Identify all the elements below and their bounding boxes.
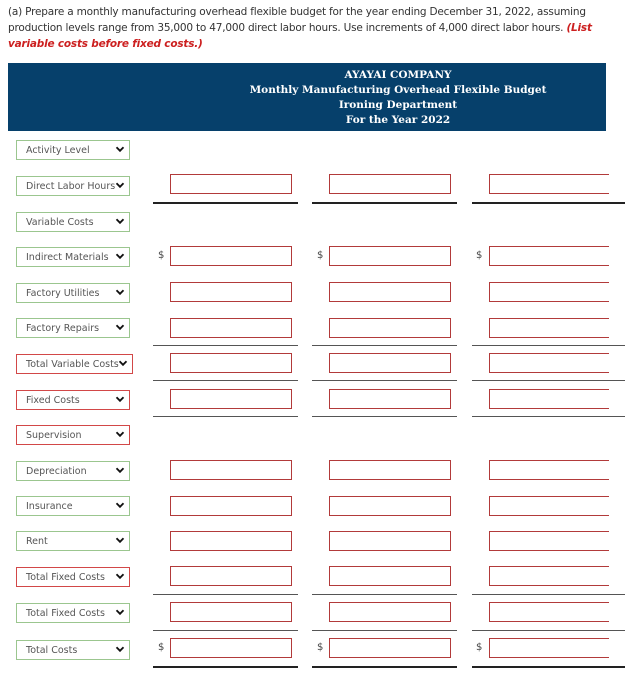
input-insurance-col2[interactable] [329,496,451,516]
chevron-down-icon [115,394,125,404]
double-underline [472,202,625,204]
row-label-select-supervision[interactable] [16,425,130,445]
budget-title: Monthly Manufacturing Overhead Flexible Budget [249,84,547,96]
row-label-select-activity-level[interactable] [16,140,130,160]
input-rent-col1[interactable] [170,531,292,551]
chevron-down-icon [115,535,125,545]
input-total-variable-costs-col3[interactable] [489,353,609,373]
input-total-costs-col3[interactable] [489,638,609,658]
chevron-down-icon [115,644,125,654]
row-label-select-total-fixed-costs-1[interactable] [16,567,130,587]
input-rent-col2[interactable] [329,531,451,551]
row-label-select-direct-labor-hours[interactable] [16,176,130,196]
select-value: Supervision [26,430,82,441]
input-fixed-costs-col2[interactable] [329,389,451,409]
double-underline [312,666,457,668]
select-value: Fixed Costs [26,395,80,406]
select-value: Rent [26,536,48,547]
row-label-select-factory-repairs[interactable] [16,318,130,338]
double-underline [312,202,457,204]
input-total-variable-costs-col1[interactable] [170,353,292,373]
input-fixed-costs-col1[interactable] [170,389,292,409]
chevron-down-icon [115,607,125,617]
total-rule [153,594,298,595]
total-rule [153,345,298,346]
input-total-costs-col2[interactable] [329,638,451,658]
input-factory-repairs-col1[interactable] [170,318,292,338]
total-rule [472,345,625,346]
input-factory-utilities-col3[interactable] [489,282,609,302]
input-indirect-materials-col1[interactable] [170,246,292,266]
total-rule [472,594,625,595]
row-label-select-factory-utilities[interactable] [16,283,130,303]
budget-header [8,63,606,131]
select-value: Insurance [26,501,73,512]
chevron-down-icon [115,322,125,332]
input-indirect-materials-col2[interactable] [329,246,451,266]
select-value: Total Costs [26,645,78,656]
currency-symbol: $ [476,250,483,261]
row-label-select-total-costs[interactable] [16,640,130,660]
total-rule [472,630,625,631]
row-label-select-variable-costs[interactable] [16,212,130,232]
select-value: Indirect Materials [26,252,109,263]
total-rule [312,380,457,381]
input-insurance-col3[interactable] [489,496,609,516]
chevron-down-icon [115,180,125,190]
input-total-fixed-costs-1-col3[interactable] [489,566,609,586]
total-rule [312,594,457,595]
chevron-down-icon [115,216,125,226]
select-value: Variable Costs [26,217,94,228]
total-rule [153,416,298,417]
double-underline [472,666,625,668]
input-depreciation-col1[interactable] [170,460,292,480]
budget-period: For the Year 2022 [345,114,451,126]
input-total-fixed-costs-1-col2[interactable] [329,566,451,586]
input-total-costs-col1[interactable] [170,638,292,658]
total-rule [472,380,625,381]
input-factory-utilities-col2[interactable] [329,282,451,302]
currency-symbol: $ [317,642,324,653]
instruction-note: (List variable costs before fixed costs.) [8,22,592,50]
instructions [8,4,608,52]
select-value: Factory Repairs [26,323,100,334]
select-value: Activity Level [26,145,90,156]
row-label-select-insurance[interactable] [16,496,130,516]
chevron-down-icon [115,144,125,154]
input-direct-labor-hours-col2[interactable] [329,174,451,194]
input-direct-labor-hours-col1[interactable] [170,174,292,194]
select-value: Total Fixed Costs [26,572,105,583]
input-indirect-materials-col3[interactable] [489,246,609,266]
select-value: Depreciation [26,466,87,477]
select-value: Factory Utilities [26,288,100,299]
row-label-select-total-variable-costs[interactable] [16,354,133,374]
input-total-fixed-costs-1-col1[interactable] [170,566,292,586]
chevron-down-icon [118,358,128,368]
chevron-down-icon [115,429,125,439]
select-value: Direct Labor Hours [26,181,116,192]
row-label-select-indirect-materials[interactable] [16,247,130,267]
row-label-select-fixed-costs[interactable] [16,390,130,410]
input-factory-repairs-col2[interactable] [329,318,451,338]
input-factory-utilities-col1[interactable] [170,282,292,302]
chevron-down-icon [115,571,125,581]
input-total-variable-costs-col2[interactable] [329,353,451,373]
currency-symbol: $ [317,250,324,261]
total-rule [312,345,457,346]
input-fixed-costs-col3[interactable] [489,389,609,409]
currency-symbol: $ [476,642,483,653]
row-label-select-depreciation[interactable] [16,461,130,481]
total-rule [472,416,625,417]
input-factory-repairs-col3[interactable] [489,318,609,338]
input-depreciation-col3[interactable] [489,460,609,480]
input-depreciation-col2[interactable] [329,460,451,480]
total-rule [312,416,457,417]
instruction-text: (a) Prepare a monthly manufacturing overhead flexible budget for the year ending December 31, 2022, assuming production levels range from 35,000 to 47,000 direct labor hours. Use increments of 4,000 direct labor hours. [8,6,586,34]
chevron-down-icon [115,287,125,297]
input-total-fixed-costs-2-col1[interactable] [170,602,292,622]
double-underline [153,202,298,204]
input-direct-labor-hours-col3[interactable] [489,174,609,194]
input-insurance-col1[interactable] [170,496,292,516]
chevron-down-icon [115,465,125,475]
row-label-select-rent[interactable] [16,531,130,551]
input-total-fixed-costs-2-col2[interactable] [329,602,451,622]
company-name: AYAYAI COMPANY [344,69,452,81]
chevron-down-icon [115,251,125,261]
total-rule [153,630,298,631]
select-value: Total Fixed Costs [26,608,105,619]
row-label-select-total-fixed-costs-2[interactable] [16,603,130,623]
select-value: Total Variable Costs [26,359,119,370]
department-name: Ironing Department [338,99,458,111]
currency-symbol: $ [158,642,165,653]
input-rent-col3[interactable] [489,531,609,551]
total-rule [312,630,457,631]
currency-symbol: $ [158,250,165,261]
double-underline [153,666,298,668]
chevron-down-icon [115,500,125,510]
input-total-fixed-costs-2-col3[interactable] [489,602,609,622]
total-rule [153,380,298,381]
